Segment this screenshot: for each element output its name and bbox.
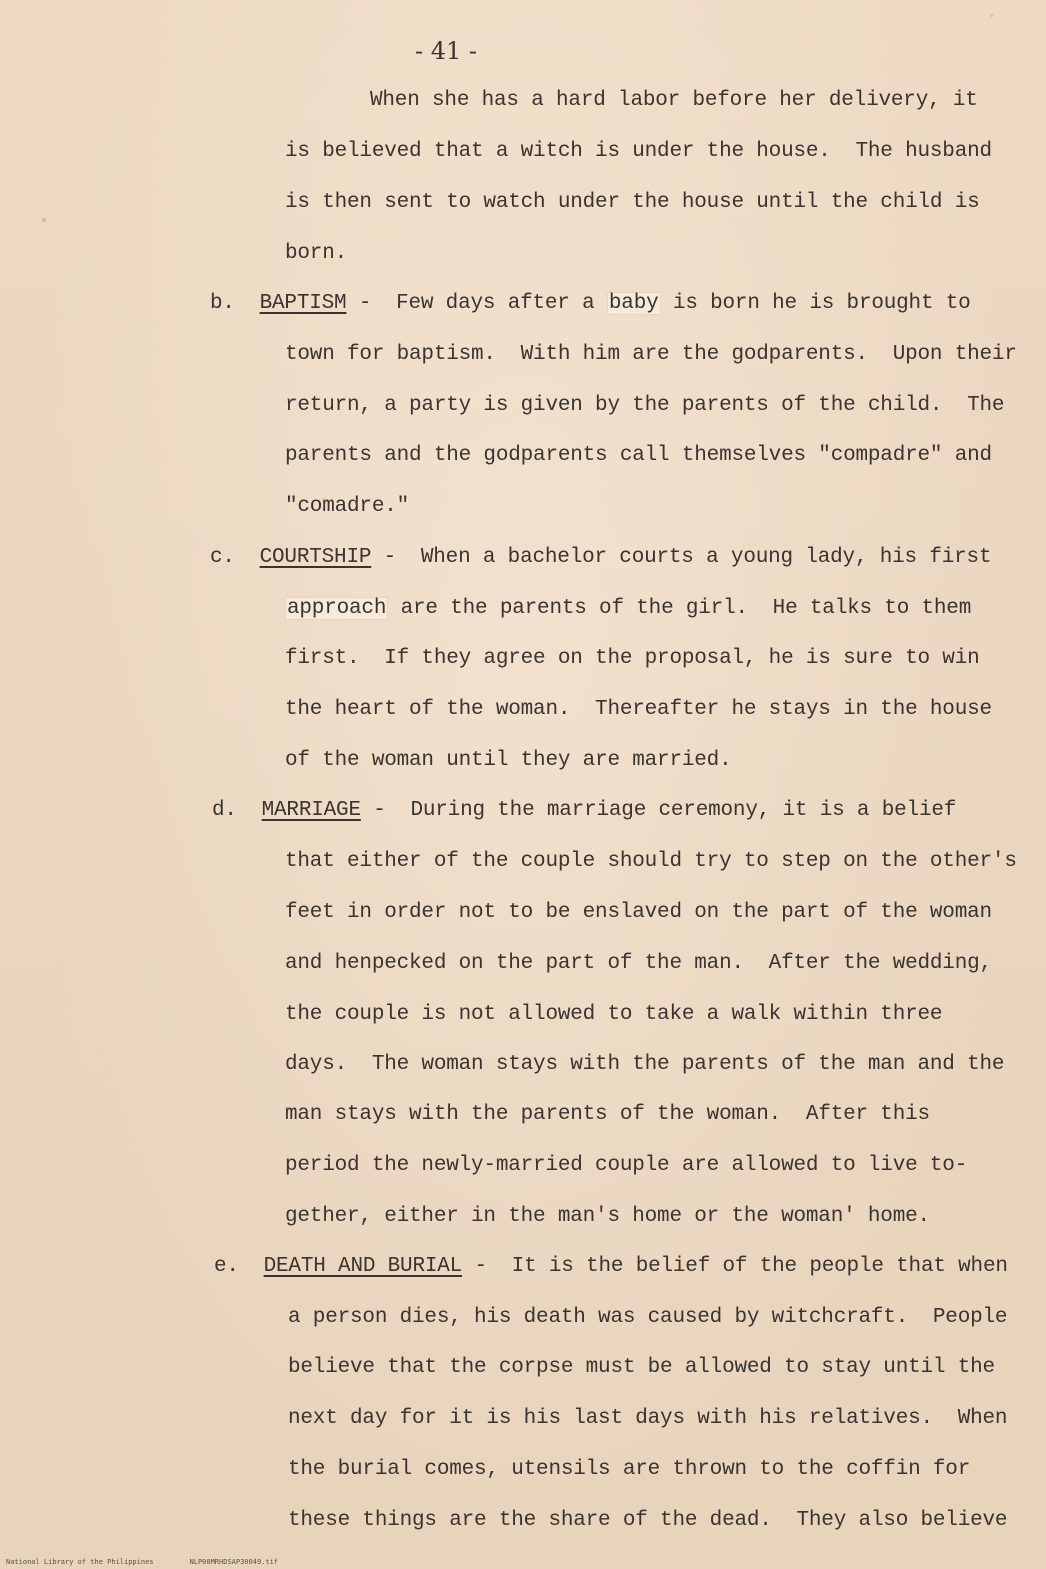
heading-dash: -	[462, 1255, 487, 1278]
intro-line-3: is then sent to watch under the house until the child is	[285, 191, 980, 214]
section-heading-death-burial: DEATH AND BURIAL	[263, 1255, 463, 1278]
death-burial-line-4: next day for it is his last days with his relatives. When	[288, 1407, 1008, 1430]
courtship-line-1-rest: When a bachelor courts a young lady, his first	[396, 546, 992, 569]
courtship-line-5: of the woman until they are married.	[285, 749, 732, 772]
courtship-line-2	[285, 596, 971, 622]
baptism-line-1-post: is born he is brought to	[660, 292, 971, 315]
marriage-line-6: days. The woman stays with the parents of the man and the	[285, 1053, 1005, 1076]
scan-footer	[6, 1557, 278, 1567]
marriage-line-4: and henpecked on the part of the man. After the wedding,	[285, 952, 992, 975]
section-letter: e.	[214, 1255, 239, 1278]
baptism-line-4: parents and the godparents call themselves "compadre" and	[285, 444, 992, 467]
pasted-correction-approach: approach	[287, 597, 387, 620]
baptism-line-1-pre: Few days after a	[371, 292, 607, 315]
pasted-correction-baby: baby	[608, 292, 659, 315]
section-heading-courtship: COURTSHIP	[259, 546, 372, 569]
heading-dash: -	[346, 292, 372, 315]
section-courtship-heading-line	[210, 545, 991, 571]
section-letter: c.	[210, 546, 235, 569]
section-death-burial-heading-line	[214, 1254, 1008, 1280]
death-burial-line-3: believe that the corpse must be allowed to stay until the	[288, 1356, 995, 1379]
section-letter: d.	[212, 799, 237, 822]
section-marriage-heading-line	[212, 798, 956, 824]
footer-file: NLP00MRHDSAP30049.tif	[189, 1558, 279, 1566]
section-baptism-heading-line	[210, 291, 971, 317]
intro-line-4: born.	[285, 242, 348, 265]
paper-smudge	[42, 218, 46, 222]
baptism-line-3: return, a party is given by the parents of the child. The	[285, 394, 1005, 417]
death-burial-line-1-rest: It is the belief of the people that when	[486, 1255, 1008, 1278]
marriage-line-2: that either of the couple should try to step on the other's	[285, 850, 1017, 873]
section-heading-marriage: MARRIAGE	[261, 799, 361, 822]
footer-library: National Library of the Philippines	[6, 1558, 154, 1566]
marriage-line-9: gether, either in the man's home or the woman' home.	[285, 1205, 930, 1228]
heading-dash: -	[371, 546, 397, 569]
death-burial-line-6: these things are the share of the dead. They also believe	[288, 1509, 1008, 1532]
intro-line-1: When she has a hard labor before her delivery, it	[370, 89, 978, 112]
courtship-line-4: the heart of the woman. Thereafter he stays in the house	[285, 698, 992, 721]
baptism-line-2: town for baptism. With him are the godparents. Upon their	[285, 343, 1017, 366]
heading-dash: -	[360, 799, 386, 822]
death-burial-line-2: a person dies, his death was caused by witchcraft. People	[288, 1306, 1008, 1329]
section-letter: b.	[210, 292, 235, 315]
section-heading-baptism: BAPTISM	[259, 292, 347, 315]
marriage-line-3: feet in order not to be enslaved on the part of the woman	[285, 901, 992, 924]
courtship-line-3: first. If they agree on the proposal, he is sure to win	[285, 647, 980, 670]
death-burial-line-5: the burial comes, utensils are thrown to the coffin for	[288, 1458, 971, 1481]
page-number: - 41 -	[415, 37, 478, 65]
marriage-line-5: the couple is not allowed to take a walk within three	[285, 1003, 943, 1026]
intro-line-2: is believed that a witch is under the house. The husband	[285, 140, 992, 163]
paper-smudge	[990, 14, 993, 17]
courtship-line-2-rest: are the parents of the girl. He talks to them	[388, 597, 972, 620]
marriage-line-7: man stays with the parents of the woman. After this	[285, 1103, 930, 1126]
marriage-line-8: period the newly-married couple are allowed to live to-	[285, 1154, 968, 1177]
baptism-line-5: "comadre."	[285, 495, 410, 518]
marriage-line-1-rest: During the marriage ceremony, it is a belief	[385, 799, 957, 822]
